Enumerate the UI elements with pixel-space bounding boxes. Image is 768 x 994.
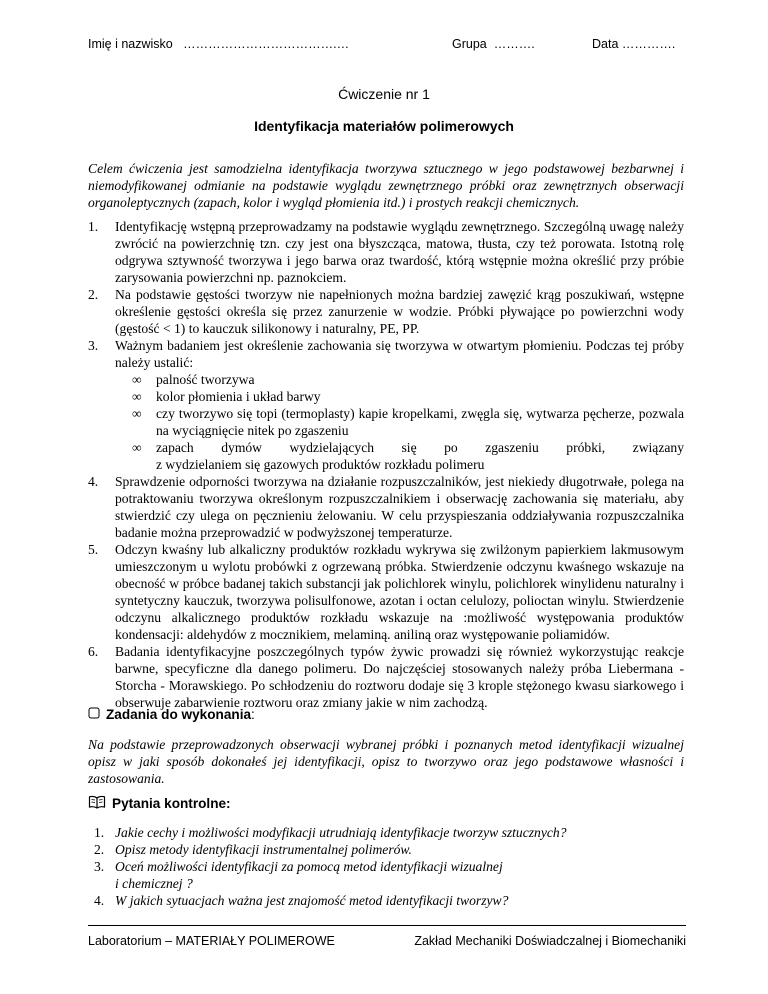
tasks-heading-label: Zadania do wykonania — [106, 706, 252, 722]
question-number: 3. — [94, 859, 105, 874]
list-item — [88, 473, 684, 541]
question-text: Jakie cechy i możliwości modyfikacji utrudniają identyfikacje tworzyw sztucznych? — [115, 825, 567, 840]
bullet-text: kolor płomienia i układ barwy — [156, 389, 321, 404]
infinity-bullet-icon: ∞ — [132, 389, 142, 404]
tasks-heading — [88, 706, 255, 722]
question-item — [94, 858, 684, 892]
name-field — [88, 37, 349, 51]
questions-list — [88, 824, 684, 909]
footer-divider — [88, 925, 686, 926]
item-text: Odczyn kwaśny lub alkaliczny produktów rozkładu wykrywa się zwilżonym papierkiem lakmusowym umieszczonym u wylotu probówki z ogrzewaną próbka. Stwierdzenie odczynu kwaśnego wskazuje na obecność w próbce badanej takich substancji jak polichlorek winylu, polichlorek winylidenu naturalny i syntetyczny kauczuk, tworzywa polisulfonowe, azotan i octan celulozy, polioctan winylu. Stwierdzenie odczynu alkalicznego produktów rozkładu wskazuje na :możliwość występowania produktów kondensacji: aldehydów z mocznikiem, melaminą. aniliną oraz występowanie poliamidów. — [115, 542, 684, 642]
item-text: Identyfikację wstępną przeprowadzamy na podstawie wyglądu zewnętrznego. Szczególną uwagę należy zwrócić na powierzchnię tzn. czy jest ona błyszcząca, matowa, tłusta, czy też porowata. Istotną rolę odgrywa sztywność tworzywa i jego barwa oraz twardość, którą wstępnie można określić przy próbie zarysowania powierzchni np. paznokciem. — [115, 219, 684, 285]
bullet-item — [132, 371, 684, 388]
date-dots: …………. — [621, 37, 676, 51]
bullet-text: palność tworzywa — [156, 372, 255, 387]
question-item — [94, 841, 684, 858]
group-field — [452, 37, 535, 51]
date-label: Data — [592, 37, 619, 51]
footer-left: Laboratorium – MATERIAŁY POLIMEROWE — [88, 934, 335, 948]
item-number: 2. — [88, 287, 99, 302]
open-book-icon — [88, 795, 106, 812]
tasks-heading-colon: : — [251, 706, 255, 722]
list-item — [88, 218, 684, 286]
item-number: 4. — [88, 474, 99, 489]
exercise-number: Ćwiczenie nr 1 — [338, 86, 430, 102]
item-text: Na podstawie gęstości tworzyw nie napełnionych można bardziej zawęzić krąg poszukiwań, wstępne określenie gęstości określa się przez zanurzenie w wodzie. Próbki pływające po powierzchni wody (gęstość < 1) to kauczuk silikonowy i naturalny, PE, PP. — [115, 287, 684, 336]
bullet-item — [132, 439, 684, 473]
page-title: Identyfikacja materiałów polimerowych — [254, 118, 514, 134]
tasks-text: Na podstawie przeprowadzonych obserwacji wybranej próbki i poznanych metod identyfikacji wizualnej opisz w jaki sposób dokonałeś jej identyfikacji, opisz to tworzywo oraz jego podstawowe własności i zastosowania. — [88, 737, 684, 786]
group-label: Grupa — [452, 37, 487, 51]
infinity-bullet-icon: ∞ — [132, 372, 142, 387]
question-item — [94, 824, 684, 841]
name-label: Imię i nazwisko — [88, 37, 173, 51]
group-dots: ………. — [493, 37, 535, 51]
list-item — [88, 337, 684, 473]
date-field — [592, 37, 675, 51]
list-item — [88, 286, 684, 337]
list-item — [88, 643, 684, 711]
bullet-item — [132, 405, 684, 439]
bullet-item — [132, 388, 684, 405]
bullet-text-line: zapach dymów wydzielających się po zgaszeniu próbki, związany — [156, 440, 684, 455]
question-text: W jakich sytuacjach ważna jest znajomość metod identyfikacji tworzyw? — [115, 893, 509, 908]
question-text-continued: i chemicznej ? — [115, 876, 193, 891]
questions-heading — [88, 795, 231, 812]
list-item — [88, 541, 684, 643]
question-text: Opisz metody identyfikacji instrumentalnej polimerów. — [115, 842, 412, 857]
item-text: Ważnym badaniem jest określenie zachowania się tworzywa w otwartym płomieniu. Podczas tej próby należy ustalić: — [115, 338, 684, 370]
flame-test-bullets — [115, 371, 684, 473]
question-number: 4. — [94, 893, 105, 908]
name-dots: ……………………………….… — [183, 37, 350, 51]
item-number: 5. — [88, 542, 99, 557]
question-number: 1. — [94, 825, 105, 840]
question-item — [94, 892, 684, 909]
item-text: Sprawdzenie odporności tworzywa na działanie rozpuszczalników, jest niekiedy długotrwałe, polega na potraktowaniu tworzywa określonym rozpuszczalnikiem i obserwację zachowania się materiału, aby stwierdzić czy ulega on pęcznieniu żelowaniu. W celu przyspieszania oddziaływania rozpuszczalnika badanie można przeprowadzić w podwyższonej temperaturze. — [115, 474, 684, 540]
item-text: Badania identyfikacyjne poszczególnych typów żywic prowadzi się również wykorzystując reakcje barwne, specyficzne dla danego polimeru. Do najczęściej stosowanych należy próba Liebermana - Storcha - Morawskiego. Po schłodzeniu do roztworu dodaje się 3 krople stężonego kwasu siarkowego i obserwuje zabarwienie roztworu oraz zmiany jakie w nim zachodzą. — [115, 644, 684, 710]
bullet-text-line: z wydzielaniem się gazowych produktów rozkładu polimeru — [156, 457, 485, 472]
infinity-bullet-icon: ∞ — [132, 440, 142, 455]
item-number: 6. — [88, 644, 99, 659]
infinity-bullet-icon: ∞ — [132, 406, 142, 421]
questions-heading-label: Pytania kontrolne: — [112, 796, 231, 811]
footer-right: Zakład Mechaniki Doświadczalnej i Biomechaniki — [414, 934, 686, 948]
intro-paragraph: Celem ćwiczenia jest samodzielna identyfikacja tworzywa sztucznego w jego podstawowej bezbarwnej i niemodyfikowanej odmianie na podstawie wyglądu zewnętrznego próbki oraz zewnętrznych obserwacji organoleptycznych (zapach, kolor i wygląd płomienia itd.) i prostych reakcji chemicznych. — [88, 161, 684, 210]
question-text: Oceń możliwości identyfikacji za pomocą metod identyfikacji wizualnej — [115, 859, 503, 874]
bullet-text: czy tworzywo się topi (termoplasty) kapie kropelkami, zwęgla się, wytwarza pęcherze, pozwala na wyciągnięcie nitek po zgaszeniu — [156, 406, 684, 438]
item-number: 1. — [88, 219, 99, 234]
item-number: 3. — [88, 338, 99, 353]
checkbox-icon — [88, 707, 100, 722]
procedure-list — [88, 218, 684, 711]
question-number: 2. — [94, 842, 105, 857]
